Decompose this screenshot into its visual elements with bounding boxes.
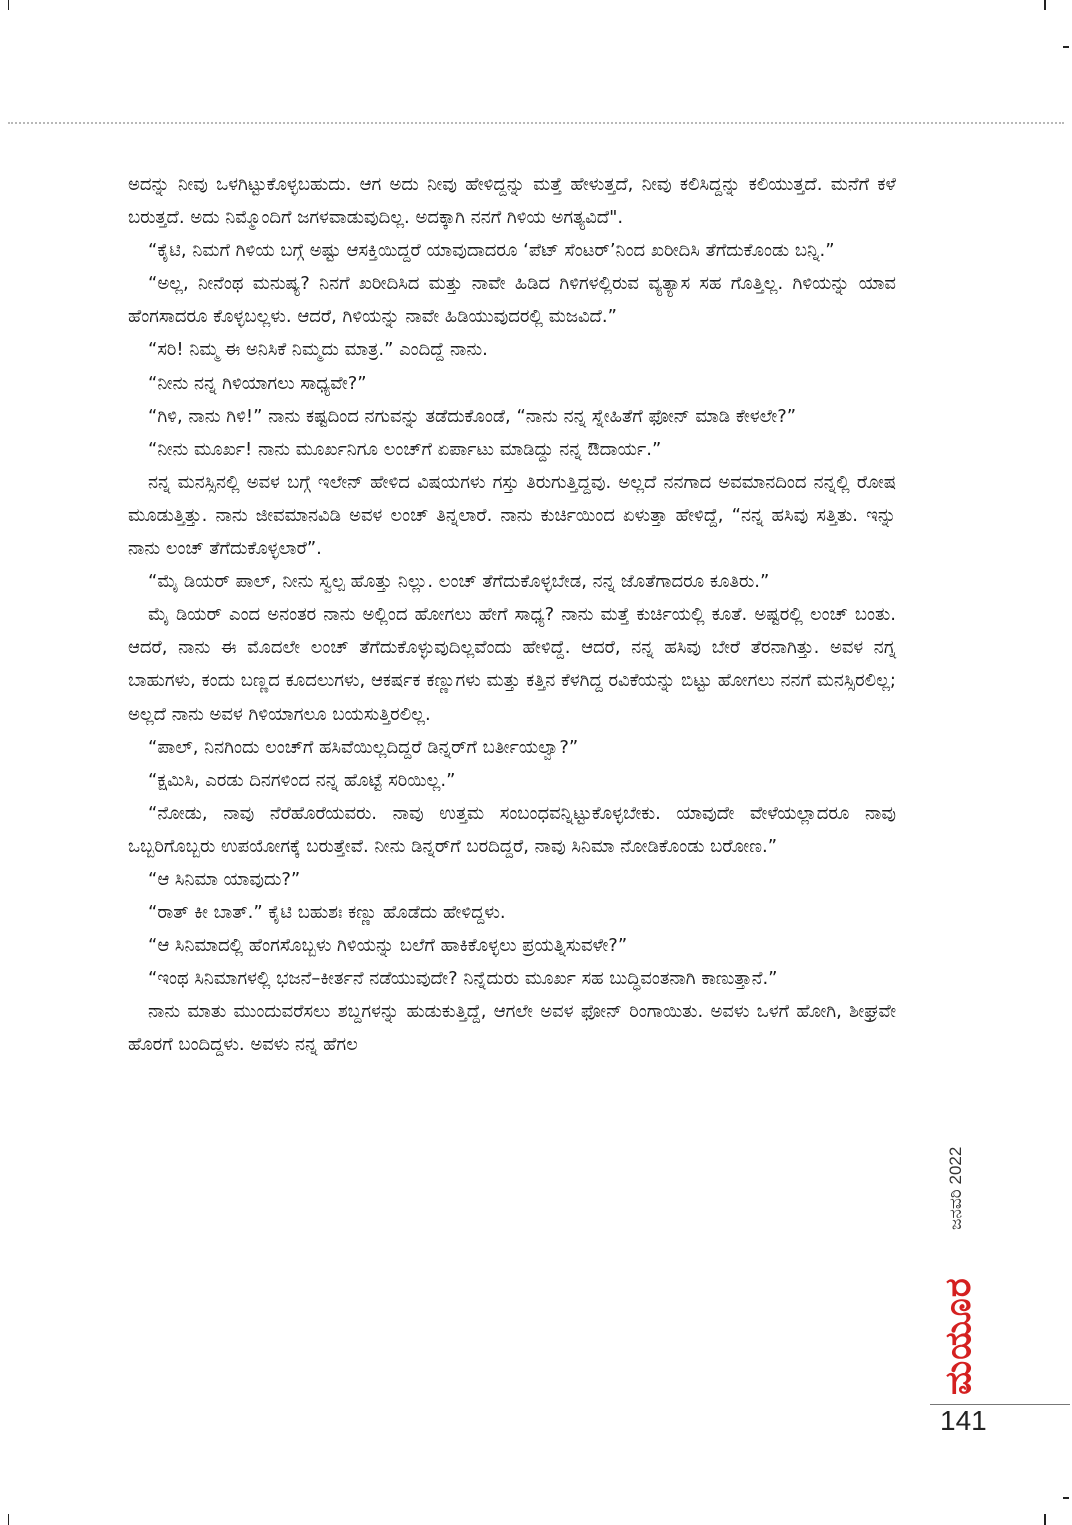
paragraph: “ಆ ಸಿನಿಮಾದಲ್ಲಿ ಹೆಂಗಸೊಬ್ಬಳು ಗಿಳಿಯನ್ನು ಬಲೆಗೆ ಹಾಕಿಕೊಳ್ಳಲು ಪ್ರಯತ್ನಿಸುವಳೇ?”	[148, 935, 628, 957]
paragraph: ಅದನ್ನು ನೀವು ಒಳಗಿಟ್ಟುಕೊಳ್ಳಬಹುದು. ಆಗ ಅದು ನೀವು ಹೇಳಿದ್ದನ್ನು ಮತ್ತೆ ಹೇಳುತ್ತದೆ, ನೀವು ಕಲಿಸಿದ್ದನ್ನು ಕಲಿಯುತ್ತದೆ. ಮನೆಗೆ ಕಳೆ ಬರುತ್ತದೆ. ಅದು ನಿಮ್ಮೊಂದಿಗೆ ಜಗಳವಾಡುವುದಿಲ್ಲ. ಅದಕ್ಕಾಗಿ ನನಗೆ ಗಿಳಿಯ ಅಗತ್ಯವಿದೆ".	[128, 174, 896, 229]
paragraph: “ಇಂಥ ಸಿನಿಮಾಗಳಲ್ಲಿ ಭಜನೆ–ಕೀರ್ತನೆ ನಡೆಯುವುದೇ? ನಿನ್ನೆದುರು ಮೂರ್ಖ ಸಹ ಬುದ್ಧಿವಂತನಾಗಿ ಕಾಣುತ್ತಾನೆ.”	[148, 968, 778, 990]
paragraph: ನನ್ನ ಮನಸ್ಸಿನಲ್ಲಿ ಅವಳ ಬಗ್ಗೆ ಇಲೇನ್ ಹೇಳಿದ ವಿಷಯಗಳು ಗಸ್ತು ತಿರುಗುತ್ತಿದ್ದವು. ಅಲ್ಲದೆ ನನಗಾದ ಅವಮಾನದಿಂದ ನನ್ನಲ್ಲಿ ರೋಷ ಮೂಡುತ್ತಿತ್ತು. ನಾನು ಜೀವಮಾನವಿಡಿ ಅವಳ ಲಂಚ್ ತಿನ್ನಲಾರೆ. ನಾನು ಕುರ್ಚಿಯಿಂದ ಏಳುತ್ತಾ ಹೇಳಿದ್ದೆ, “ನನ್ನ ಹಸಿವು ಸತ್ತಿತು. ಇನ್ನು ನಾನು ಲಂಚ್ ತೆಗೆದುಕೊಳ್ಳಲಾರೆ”.	[128, 471, 896, 560]
paragraph: “ಕೈಟಿ, ನಿಮಗೆ ಗಿಳಿಯ ಬಗ್ಗೆ ಅಷ್ಟು ಆಸಕ್ತಿಯಿದ್ದರೆ ಯಾವುದಾದರೂ ‘ಪೆಟ್ ಸೆಂಟರ್’ನಿಂದ ಖರೀದಿಸಿ ತೆಗೆದುಕೊಂಡು ಬನ್ನಿ.”	[148, 240, 835, 262]
paragraph: ಮೈ ಡಿಯರ್ ಎಂದ ಅನಂತರ ನಾನು ಅಲ್ಲಿಂದ ಹೋಗಲು ಹೇಗೆ ಸಾಧ್ಯ? ನಾನು ಮತ್ತೆ ಕುರ್ಚಿಯಲ್ಲಿ ಕೂತೆ. ಅಷ್ಟರಲ್ಲಿ ಲಂಚ್ ಬಂತು. ಆದರೆ, ನಾನು ಈ ಮೊದಲೇ ಲಂಚ್ ತೆಗೆದುಕೊಳ್ಳುವುದಿಲ್ಲವೆಂದು ಹೇಳಿದ್ದೆ. ಆದರೆ, ನನ್ನ ಹಸಿವು ಬೇರೆ ತೆರನಾಗಿತ್ತು. ಅವಳ ನಗ್ನ ಬಾಹುಗಳು, ಕಂದು ಬಣ್ಣದ ಕೂದಲುಗಳು, ಆಕರ್ಷಕ ಕಣ್ಣುಗಳು ಮತ್ತು ಕತ್ತಿನ ಕೆಳಗಿದ್ದ ರವಿಕೆಯನ್ನು ಬಿಟ್ಟು ಹೋಗಲು ನನಗೆ ಮನಸ್ಸಿರಲಿಲ್ಲ; ಅಲ್ಲದೆ ನಾನು ಅವಳ ಗಿಳಿಯಾಗಲೂ ಬಯಸುತ್ತಿರಲಿಲ್ಲ.	[128, 604, 896, 725]
paragraph: ನಾನು ಮಾತು ಮುಂದುವರೆಸಲು ಶಬ್ದಗಳನ್ನು ಹುಡುಕುತ್ತಿದ್ದೆ, ಆಗಲೇ ಅವಳ ಫೋನ್ ರಿಂಗಾಯಿತು. ಅವಳು ಒಳಗೆ ಹೋಗಿ, ಶೀಘ್ರವೇ ಹೊರಗೆ ಬಂದಿದ್ದಳು. ಅವಳು ನನ್ನ ಹೆಗಲ	[128, 1001, 896, 1056]
page-number: 141	[940, 1405, 987, 1436]
paragraph: “ರಾತ್ ಕೀ ಬಾತ್.” ಕೈಟಿ ಬಹುಶಃ ಕಣ್ಣು ಹೊಡೆದು ಹೇಳಿದ್ದಳು.	[148, 902, 506, 924]
crop-mark-top-left	[8, 0, 9, 10]
header-dotted-rule	[8, 122, 1064, 124]
paragraph: “ಆ ಸಿನಿಮಾ ಯಾವುದು?”	[148, 868, 301, 890]
magazine-side-label	[940, 1100, 980, 1400]
paragraph: “ನೀನು ನನ್ನ ಗಿಳಿಯಾಗಲು ಸಾಧ್ಯವೇ?”	[148, 372, 367, 394]
magazine-logo: ಮಯೂರ	[938, 1277, 979, 1395]
crop-mark-bottom-left	[8, 1514, 9, 1525]
paragraph: “ಕ್ಷಮಿಸಿ, ಎರಡು ದಿನಗಳಿಂದ ನನ್ನ ಹೊಟ್ಟೆ ಸರಿಯಿಲ್ಲ.”	[148, 769, 456, 791]
article-body	[128, 168, 896, 1062]
paragraph: “ಸರಿ! ನಿಮ್ಮ ಈ ಅನಿಸಿಕೆ ನಿಮ್ಮದು ಮಾತ್ರ.” ಎಂದಿದ್ದೆ ನಾನು.	[148, 339, 488, 361]
paragraph: “ನೀನು ಮೂರ್ಖ! ನಾನು ಮೂರ್ಖನಿಗೂ ಲಂಚ್‌ಗೆ ಏರ್ಪಾಟು ಮಾಡಿದ್ದು ನನ್ನ ಔದಾರ್ಯ.”	[148, 438, 662, 460]
paragraph: “ಅಲ್ಲ, ನೀನೆಂಥ ಮನುಷ್ಯ? ನಿನಗೆ ಖರೀದಿಸಿದ ಮತ್ತು ನಾವೇ ಹಿಡಿದ ಗಿಳಿಗಳಲ್ಲಿರುವ ವ್ಯತ್ಯಾಸ ಸಹ ಗೊತ್ತಿಲ್ಲ. ಗಿಳಿಯನ್ನು ಯಾವ ಹೆಂಗಸಾದರೂ ಕೊಳ್ಳಬಲ್ಲಳು. ಆದರೆ, ಗಿಳಿಯನ್ನು ನಾವೇ ಹಿಡಿಯುವುದರಲ್ಲಿ ಮಜವಿದೆ.”	[128, 273, 896, 328]
crop-mark-right-upper	[1063, 46, 1069, 48]
crop-mark-top-right	[1044, 0, 1046, 10]
issue-date: ಜನವರಿ 2022	[946, 1146, 965, 1230]
paragraph: “ಮೈ ಡಿಯರ್ ಪಾಲ್, ನೀನು ಸ್ವಲ್ಪ ಹೊತ್ತು ನಿಲ್ಲು. ಲಂಚ್ ತೆಗೆದುಕೊಳ್ಳಬೇಡ, ನನ್ನ ಜೊತೆಗಾದರೂ ಕೂತಿರು.”	[148, 571, 770, 593]
crop-mark-bottom-right	[1044, 1514, 1046, 1525]
paragraph: “ನೋಡು, ನಾವು ನೆರೆಹೊರೆಯವರು. ನಾವು ಉತ್ತಮ ಸಂಬಂಧವನ್ನಿಟ್ಟುಕೊಳ್ಳಬೇಕು. ಯಾವುದೇ ವೇಳೆಯಲ್ಲಾದರೂ ನಾವು ಒಬ್ಬರಿಗೊಬ್ಬರು ಉಪಯೋಗಕ್ಕೆ ಬರುತ್ತೇವೆ. ನೀನು ಡಿನ್ನರ್‌ಗೆ ಬರದಿದ್ದರೆ, ನಾವು ಸಿನಿಮಾ ನೋಡಿಕೊಂಡು ಬರೋಣ.”	[128, 802, 896, 857]
paragraph: “ಪಾಲ್, ನಿನಗಿಂದು ಲಂಚ್‌ಗೆ ಹಸಿವೆಯಿಲ್ಲದಿದ್ದರೆ ಡಿನ್ನರ್‌ಗೆ ಬರ್ತೀಯಲ್ವಾ?”	[148, 736, 579, 758]
crop-mark-right-lower	[1063, 1497, 1069, 1499]
paragraph: “ಗಿಳಿ, ನಾನು ಗಿಳಿ!” ನಾನು ಕಷ್ಟದಿಂದ ನಗುವನ್ನು ತಡೆದುಕೊಂಡೆ, “ನಾನು ನನ್ನ ಸ್ನೇಹಿತೆಗೆ ಫೋನ್ ಮಾಡಿ ಕೇಳಲೇ?”	[148, 405, 797, 427]
